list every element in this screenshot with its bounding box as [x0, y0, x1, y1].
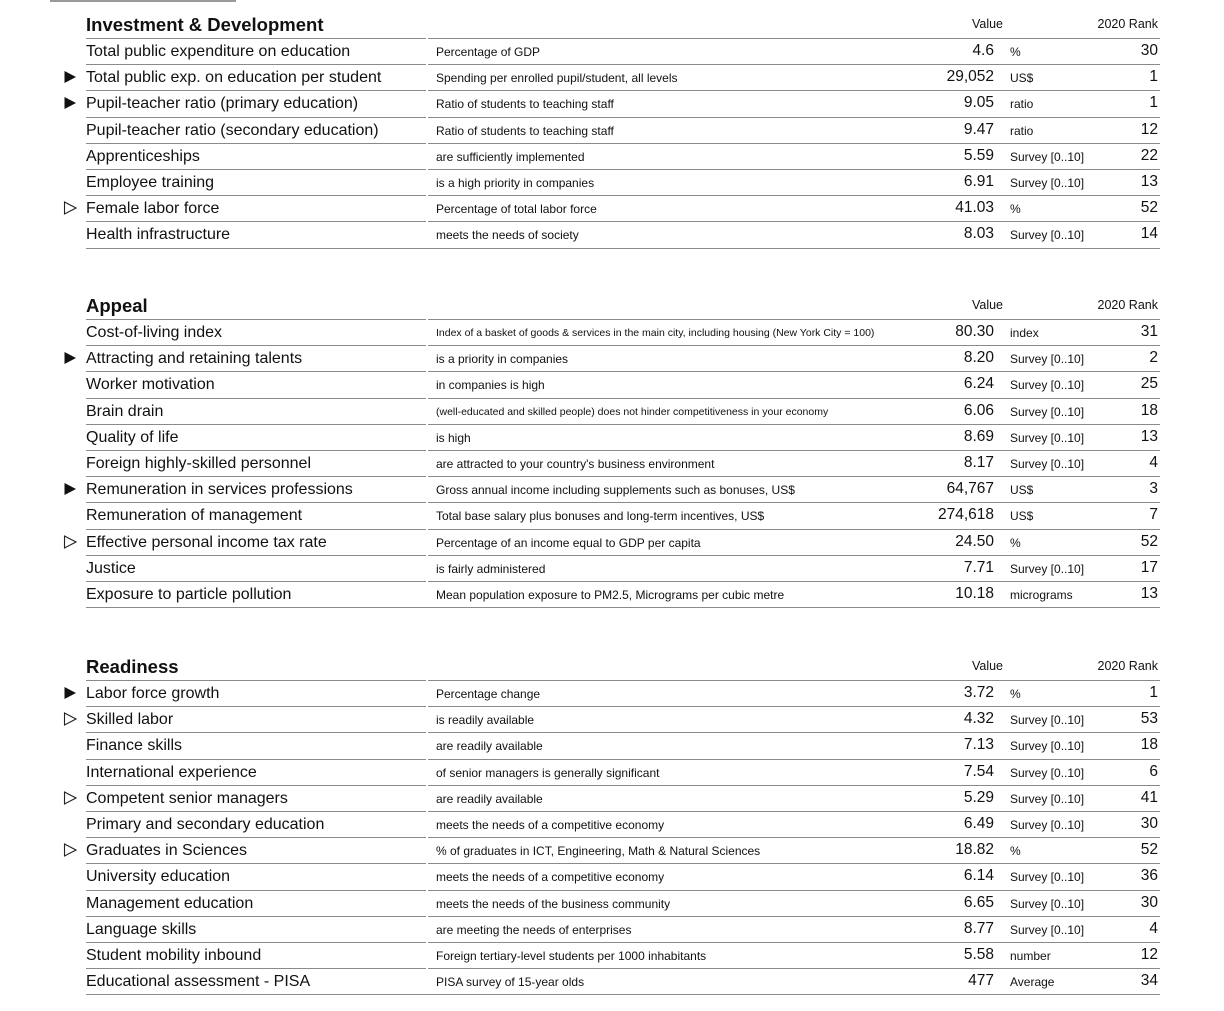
indicator-details	[428, 555, 1160, 581]
table-row	[0, 195, 1224, 221]
indicator-value: 8.77	[963, 919, 994, 937]
indicator-details	[428, 195, 1160, 221]
indicator-name: Remuneration in services professions	[86, 476, 426, 502]
table-row	[0, 424, 1224, 450]
indicator-unit: Survey [0..10]	[1010, 378, 1085, 393]
value-column-header: Value	[971, 298, 1004, 312]
indicator-rank: 52	[1140, 199, 1158, 217]
table-bottom-rule	[86, 994, 1160, 995]
indicator-unit: %	[1010, 535, 1021, 550]
indicator-details	[428, 502, 1160, 528]
weakness-triangle-icon	[62, 200, 78, 216]
indicator-name: Finance skills	[86, 732, 426, 758]
indicator-value: 6.91	[963, 172, 994, 190]
table-row	[0, 450, 1224, 476]
indicator-rank: 53	[1140, 710, 1158, 728]
indicator-description: Total base salary plus bonuses and long-term incentives, US$	[436, 509, 765, 524]
indicator-value: 18.82	[955, 841, 994, 859]
indicator-description: is readily available	[436, 713, 535, 728]
indicator-description: Gross annual income including supplements such as bonuses, US$	[436, 483, 795, 498]
indicator-value: 4.6	[972, 42, 994, 59]
indicator-unit: Survey [0..10]	[1010, 870, 1085, 885]
rank-column-header: 2020 Rank	[1097, 659, 1158, 673]
table-row	[0, 502, 1224, 528]
indicator-details	[428, 38, 1160, 64]
indicator-name: Management education	[86, 890, 426, 916]
indicator-value: 6.06	[963, 401, 994, 419]
indicator-value: 5.29	[963, 788, 994, 806]
indicator-rank: 6	[1149, 762, 1158, 780]
indicator-unit: Survey [0..10]	[1010, 896, 1085, 911]
indicator-description: Percentage of total labor force	[436, 202, 597, 217]
indicator-description: Mean population exposure to PM2.5, Micrograms per cubic metre	[436, 587, 785, 602]
table-row	[0, 732, 1224, 758]
indicator-name: Primary and secondary education	[86, 811, 426, 837]
indicator-value: 477	[968, 972, 994, 990]
indicator-rank: 25	[1140, 375, 1158, 393]
indicator-name: Female labor force	[86, 195, 426, 221]
indicator-rank: 7	[1149, 506, 1158, 524]
indicator-details	[428, 706, 1160, 732]
indicator-details	[428, 916, 1160, 942]
indicator-rank: 30	[1140, 814, 1158, 832]
indicator-value: 7.71	[963, 558, 994, 576]
indicator-rank: 31	[1140, 323, 1158, 340]
indicator-description: PISA survey of 15-year olds	[436, 975, 585, 990]
indicator-name: Total public exp. on education per student	[86, 64, 426, 90]
strength-triangle-icon	[62, 69, 78, 85]
indicator-description: Index of a basket of goods & services in the main city, including housing (New York City = 100)	[436, 327, 875, 339]
indicator-unit: ratio	[1010, 97, 1034, 112]
indicator-rank: 1	[1149, 684, 1158, 701]
indicator-name: Effective personal income tax rate	[86, 529, 426, 555]
indicator-details	[428, 221, 1160, 247]
indicator-unit: micrograms	[1010, 587, 1073, 602]
indicator-value: 4.32	[963, 710, 994, 728]
indicator-name: University education	[86, 863, 426, 889]
indicator-description: Percentage of an income equal to GDP per capita	[436, 535, 701, 550]
table-row	[0, 371, 1224, 397]
indicator-description: is high	[436, 430, 471, 445]
indicator-unit: Survey [0..10]	[1010, 149, 1085, 164]
indicator-description: are readily available	[436, 739, 543, 754]
table-row	[0, 345, 1224, 371]
indicator-description: (well-educated and skilled people) does not hinder competitiveness in your economy	[436, 405, 829, 418]
table-row	[0, 811, 1224, 837]
indicator-description: are readily available	[436, 791, 543, 806]
indicator-unit: index	[1010, 326, 1039, 340]
indicator-unit: Survey [0..10]	[1010, 817, 1085, 832]
indicator-name: Brain drain	[86, 398, 426, 424]
indicator-unit: Survey [0..10]	[1010, 404, 1085, 419]
indicator-details	[428, 450, 1160, 476]
indicator-rank: 12	[1140, 945, 1158, 963]
indicator-description: % of graduates in ICT, Engineering, Math & Natural Sciences	[436, 844, 761, 859]
indicator-details	[428, 811, 1160, 837]
indicator-unit: %	[1010, 687, 1021, 701]
indicator-value: 3.72	[963, 684, 994, 701]
indicator-name: Educational assessment - PISA	[86, 968, 426, 994]
indicator-description: is a priority in companies	[436, 352, 569, 367]
table-row	[0, 863, 1224, 889]
weakness-triangle-icon	[62, 842, 78, 858]
indicator-name: Health infrastructure	[86, 221, 426, 247]
indicator-name: Student mobility inbound	[86, 942, 426, 968]
top-rule	[50, 0, 236, 2]
indicator-name: Labor force growth	[86, 680, 426, 706]
rank-column-header: 2020 Rank	[1097, 298, 1158, 312]
indicator-details	[428, 117, 1160, 143]
indicator-rank: 4	[1149, 453, 1158, 471]
indicator-unit: Survey [0..10]	[1010, 791, 1085, 806]
table-row	[0, 759, 1224, 785]
indicator-rank: 17	[1140, 558, 1158, 576]
indicator-rank: 36	[1140, 867, 1158, 885]
table-row	[0, 581, 1224, 607]
table-row	[0, 90, 1224, 116]
strength-triangle-icon	[62, 481, 78, 497]
indicator-rank: 30	[1140, 42, 1158, 59]
indicator-unit: US$	[1010, 509, 1034, 524]
table-row	[0, 968, 1224, 994]
indicator-description: in companies is high	[436, 378, 545, 393]
indicator-details	[428, 942, 1160, 968]
indicator-details	[428, 476, 1160, 502]
indicator-rank: 34	[1140, 972, 1158, 990]
indicator-unit: US$	[1010, 71, 1034, 86]
indicator-name: Graduates in Sciences	[86, 837, 426, 863]
indicator-details	[428, 863, 1160, 889]
indicator-rank: 13	[1140, 427, 1158, 445]
indicator-name: Competent senior managers	[86, 785, 426, 811]
indicator-value: 6.49	[963, 814, 994, 832]
table-row	[0, 890, 1224, 916]
indicator-name: Attracting and retaining talents	[86, 345, 426, 371]
indicator-details	[428, 759, 1160, 785]
indicator-value: 8.69	[963, 427, 994, 445]
table-row	[0, 837, 1224, 863]
indicator-name: Apprenticeships	[86, 143, 426, 169]
indicator-description: meets the needs of a competitive economy	[436, 870, 665, 885]
indicator-name: Remuneration of management	[86, 502, 426, 528]
indicator-details	[428, 169, 1160, 195]
table-row	[0, 38, 1224, 64]
indicator-value: 10.18	[955, 584, 994, 602]
indicator-value: 6.65	[963, 893, 994, 911]
indicator-rank: 2	[1149, 349, 1158, 367]
weakness-triangle-icon	[62, 534, 78, 550]
strength-triangle-icon	[62, 350, 78, 366]
section-title: Investment & Development	[86, 14, 324, 35]
table-row	[0, 706, 1224, 732]
weakness-triangle-icon	[62, 790, 78, 806]
indicator-description: Foreign tertiary-level students per 1000 inhabitants	[436, 948, 707, 963]
indicator-description: is a high priority in companies	[436, 175, 595, 190]
indicator-value: 29,052	[946, 68, 994, 86]
indicator-value: 7.13	[963, 736, 994, 754]
indicator-value: 5.59	[963, 146, 994, 164]
indicator-name: Skilled labor	[86, 706, 426, 732]
indicator-details	[428, 398, 1160, 424]
indicator-unit: Survey [0..10]	[1010, 561, 1085, 576]
indicator-value: 80.30	[955, 323, 994, 340]
table-row	[0, 319, 1224, 345]
indicator-unit: Survey [0..10]	[1010, 713, 1085, 728]
indicator-details	[428, 371, 1160, 397]
indicator-rank: 30	[1140, 893, 1158, 911]
indicator-rank: 52	[1140, 841, 1158, 859]
indicator-name: Pupil-teacher ratio (primary education)	[86, 90, 426, 116]
indicator-value: 274,618	[937, 506, 994, 524]
indicator-details	[428, 345, 1160, 371]
indicator-value: 5.58	[963, 945, 994, 963]
indicator-rank: 3	[1149, 480, 1158, 498]
indicator-details	[428, 529, 1160, 555]
indicator-details	[428, 732, 1160, 758]
section-3	[0, 654, 1224, 995]
rank-column-header: 2020 Rank	[1097, 17, 1158, 31]
weakness-triangle-icon	[62, 711, 78, 727]
indicator-rank: 18	[1140, 736, 1158, 754]
indicator-description: Percentage change	[436, 687, 541, 701]
table-row	[0, 680, 1224, 706]
indicator-value: 6.14	[963, 867, 994, 885]
indicator-unit: %	[1010, 45, 1021, 59]
indicator-description: meets the needs of a competitive economy	[436, 817, 665, 832]
indicator-name: Language skills	[86, 916, 426, 942]
indicator-details	[428, 680, 1160, 706]
indicator-rank: 1	[1149, 94, 1158, 112]
indicator-name: Pupil-teacher ratio (secondary education)	[86, 117, 426, 143]
indicator-unit: Survey [0..10]	[1010, 765, 1085, 780]
indicator-rank: 1	[1149, 68, 1158, 86]
indicator-unit: Survey [0..10]	[1010, 352, 1085, 367]
indicator-value: 64,767	[946, 480, 994, 498]
indicator-unit: Survey [0..10]	[1010, 456, 1085, 471]
indicator-description: Percentage of GDP	[436, 45, 541, 59]
table-row	[0, 169, 1224, 195]
indicator-unit: ratio	[1010, 123, 1034, 138]
indicator-details	[428, 319, 1160, 345]
indicator-unit: number	[1010, 948, 1051, 963]
indicator-details	[428, 90, 1160, 116]
section-2	[0, 293, 1224, 608]
indicator-unit: Survey [0..10]	[1010, 430, 1085, 445]
indicator-value: 8.03	[963, 225, 994, 243]
indicator-description: are attracted to your country's business environment	[436, 456, 715, 471]
indicator-unit: US$	[1010, 483, 1034, 498]
indicator-value: 8.17	[963, 453, 994, 471]
indicator-description: is fairly administered	[436, 561, 546, 576]
indicator-name: Total public expenditure on education	[86, 38, 426, 64]
indicator-value: 9.47	[963, 120, 994, 138]
indicator-description: Spending per enrolled pupil/student, all levels	[436, 71, 678, 86]
indicator-rank: 41	[1140, 788, 1158, 806]
table-row	[0, 143, 1224, 169]
indicator-details	[428, 837, 1160, 863]
indicator-value: 7.54	[963, 762, 994, 780]
value-column-header: Value	[971, 659, 1004, 673]
indicator-unit: Survey [0..10]	[1010, 228, 1085, 243]
table-bottom-rule	[86, 248, 1160, 249]
table-row	[0, 476, 1224, 502]
indicator-name: Justice	[86, 555, 426, 581]
section-header	[0, 654, 1224, 680]
section-header	[0, 12, 1224, 38]
table-row	[0, 529, 1224, 555]
indicator-details	[428, 424, 1160, 450]
indicator-unit: Survey [0..10]	[1010, 922, 1085, 937]
table-row	[0, 785, 1224, 811]
indicator-unit: %	[1010, 202, 1021, 217]
section-1	[0, 12, 1224, 249]
indicator-name: Cost-of-living index	[86, 319, 426, 345]
indicator-unit: %	[1010, 844, 1021, 859]
table-row	[0, 555, 1224, 581]
indicator-details	[428, 143, 1160, 169]
indicator-details	[428, 890, 1160, 916]
indicator-value: 6.24	[963, 375, 994, 393]
strength-triangle-icon	[62, 685, 78, 701]
indicator-description: meets the needs of the business community	[436, 896, 671, 911]
indicator-rank: 12	[1140, 120, 1158, 138]
indicator-name: Worker motivation	[86, 371, 426, 397]
table-row	[0, 117, 1224, 143]
indicator-value: 8.20	[963, 349, 994, 367]
value-column-header: Value	[971, 17, 1004, 31]
table-row	[0, 942, 1224, 968]
indicator-description: Ratio of students to teaching staff	[436, 97, 614, 112]
indicator-details	[428, 785, 1160, 811]
indicator-rank: 52	[1140, 532, 1158, 550]
indicator-description: of senior managers is generally significant	[436, 765, 660, 780]
indicator-name: International experience	[86, 759, 426, 785]
indicator-details	[428, 968, 1160, 994]
indicator-name: Employee training	[86, 169, 426, 195]
indicator-details	[428, 581, 1160, 607]
indicator-rank: 18	[1140, 401, 1158, 419]
indicator-name: Foreign highly-skilled personnel	[86, 450, 426, 476]
section-title: Readiness	[86, 656, 179, 677]
section-header	[0, 293, 1224, 319]
table-row	[0, 916, 1224, 942]
indicator-unit: Survey [0..10]	[1010, 175, 1085, 190]
indicator-unit: Survey [0..10]	[1010, 739, 1085, 754]
indicator-details	[428, 64, 1160, 90]
indicator-description: are sufficiently implemented	[436, 149, 585, 164]
indicator-rank: 4	[1149, 919, 1158, 937]
indicator-unit: Average	[1010, 975, 1055, 990]
indicator-rank: 13	[1140, 172, 1158, 190]
indicator-rank: 22	[1140, 146, 1158, 164]
strength-triangle-icon	[62, 95, 78, 111]
table-row	[0, 398, 1224, 424]
indicator-value: 41.03	[955, 199, 994, 217]
indicator-name: Quality of life	[86, 424, 426, 450]
indicator-value: 9.05	[963, 94, 994, 112]
indicator-name: Exposure to particle pollution	[86, 581, 426, 607]
indicator-value: 24.50	[955, 532, 994, 550]
table-row	[0, 64, 1224, 90]
indicator-description: meets the needs of society	[436, 228, 579, 243]
indicator-rank: 13	[1140, 584, 1158, 602]
indicator-rank: 14	[1140, 225, 1158, 243]
indicator-description: are meeting the needs of enterprises	[436, 922, 632, 937]
indicator-description: Ratio of students to teaching staff	[436, 123, 614, 138]
section-title: Appeal	[86, 295, 148, 316]
table-row	[0, 221, 1224, 247]
